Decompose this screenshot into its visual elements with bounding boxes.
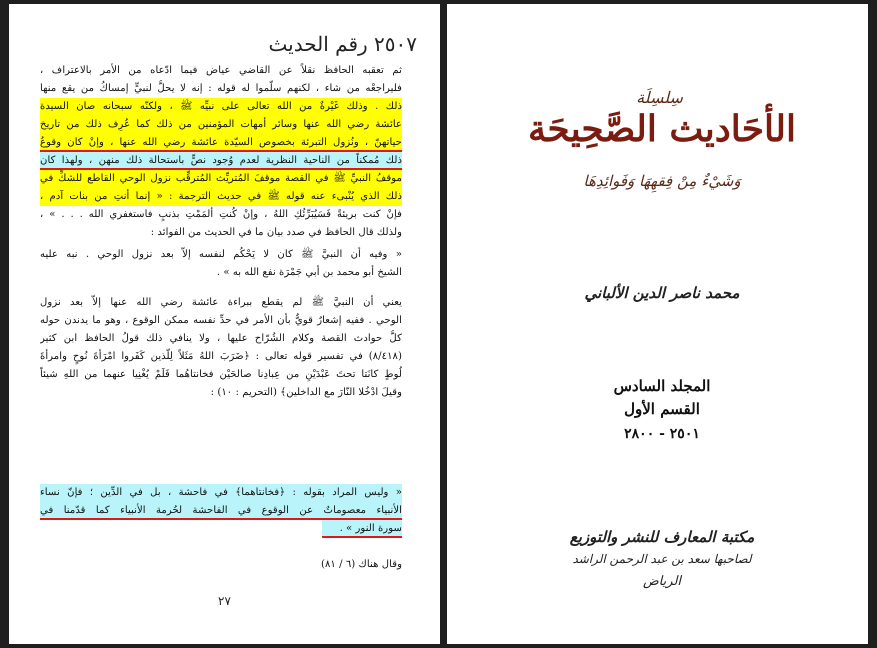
text-line: ولذلك قال الحافظ في صدد بيان ما في الحديث من الفوائد :	[150, 227, 402, 238]
left-page	[9, 4, 440, 644]
section-label: القسم الأول	[624, 400, 700, 418]
publisher-city: الرياض	[642, 574, 682, 589]
text-line: وقيلَ ادْخُلا النّارَ مع الداخلين﴾ (التحريم : ١٠) :	[210, 387, 402, 398]
book-title: الأحَاديث الصَّحِيحَة	[528, 108, 796, 150]
text-line-highlighted: ذلك . وذلك غَيْرةٌ من الله تعالى على نبيِّه ﷺ ، ولكنّه سبحانه صان السيدة	[40, 98, 402, 116]
text-line: فليراجعْه من شاء ، لكنهم سلّموا له قوله : إنه لا يحلُّ لنبيٍّ إمساكُ من يقع منها	[40, 83, 402, 94]
hadith-range: ٢٥٠١ - ٢٨٠٠	[624, 426, 700, 442]
text-line: فإنْ كنت بريئةً فَسَيُبَرِّئُكِ اللهُ ، وإنْ كُنتِ ألمَمْتِ بذنبٍ فاستغفري الله . . . » ،	[40, 209, 402, 220]
text-line: « وفيه أن النبيَّ ﷺ كان لا يَحْكُم لنفسه إلاّ بعد نزول الوحي . نبه عليه	[40, 249, 402, 260]
text-line-highlighted: « وليس المراد بقوله : ﴿فخانتاهما﴾ في فاحشة ، بل في الدِّين ؛ فإنّ نساء	[40, 484, 402, 502]
text-line: ثم تعقبه الحافظ نقلاً عن القاضي عياض فيما ادّعاه من الأمر بالاعتراف ،	[40, 65, 402, 76]
hadith-number: ٢٥٠٧ رقم الحديث	[268, 32, 417, 56]
text-line: لُوطٍ كانَتا تحتَ عَبْدَيْنِ من عِبادِنا صالحَيْن فخانتاهُما فَلَمْ يُغْنِيا عنهما من اللهِ شيئاً	[40, 369, 402, 380]
publisher-owner: لصاحبها سعد بن عبد الرحمن الراشد	[572, 552, 752, 566]
publisher-name: مكتبة المعارف للنشر والتوزيع	[569, 528, 755, 546]
text-line: الوحي . ففيه إشعارٌ قويٌّ بأن الأمر في حدِّ نفسه ممكن الوقوع ، وهو ما يدندن حوله	[40, 315, 402, 326]
text-line-highlighted: الأنبياء معصوماتٌ عن الوقوع في الفاحشة لحُرمة الأنبياء كما قدّمنا في	[40, 502, 402, 520]
book-subtitle: وَشَيْءٌ مِنْ فِقهِهَا وَفَوائِدِهَا	[583, 172, 741, 190]
text-line-highlighted: سورة النور » .	[322, 520, 402, 538]
volume-label: المجلد السادس	[613, 377, 711, 395]
paragraph-2	[40, 294, 402, 402]
page-number: ٢٧	[218, 594, 231, 608]
text-line-highlighted: حياتهنّ ، ونُزول التبرئة بخصوص السيّدة عائشة رضي الله عنها ، وإنْ كان وقوعُ	[40, 134, 402, 152]
text-line-highlighted: ذلك مُمكناً من الناحية النظرية لعدم وُجود نصٍّ باستحالة ذلك منهن ، ولهذا كان	[40, 152, 402, 170]
text-line: وقال هناك (٦ / ٨١)	[320, 559, 402, 570]
paragraph-3	[40, 556, 402, 574]
quote-2	[40, 484, 402, 538]
right-page	[447, 4, 868, 644]
text-line: يعني أن النبيَّ ﷺ لم يقطع ببراءة عائشة رضي الله عنها إلاّ بعد نزول	[40, 297, 402, 308]
quote-1	[40, 246, 402, 282]
author-name: محمد ناصر الدين الألباني	[584, 284, 740, 302]
series-label: سِلسِلَة	[636, 88, 683, 107]
text-line: كلُّ حوادث القصة وكلام الشُرّاح عليها ، ولا ينافي ذلك قولُ الحافظ ابن كثير	[40, 333, 402, 344]
paragraph-1	[40, 62, 402, 242]
text-line-highlighted: ذلك الذي يُنْبىء عنه قوله ﷺ في حديث الترجمة : « إنما أنتِ من بنات آدم ،	[40, 188, 402, 206]
text-line-highlighted: عائشة رضي الله عنها وسائر أمهات المؤمنين من ذلك كما عُرِف ذلك من تاريخ	[40, 116, 402, 134]
text-line: الشيخ أبو محمد بن أبي جَمْرَة نفع الله به » .	[216, 267, 402, 278]
text-line-highlighted: موقفُ النبيِّ ﷺ في القصة موقفَ المُتريِّث المُترقِّب نزول الوحي القاطع للشكِّ في	[40, 170, 402, 188]
text-line: (٨/٤١٨) في تفسير قوله تعالى : ﴿ضَرَبَ اللهُ مَثَلاً لِلَّذين كَفَروا امْرَأةَ نُوحٍ وامرأةَ	[40, 351, 402, 362]
